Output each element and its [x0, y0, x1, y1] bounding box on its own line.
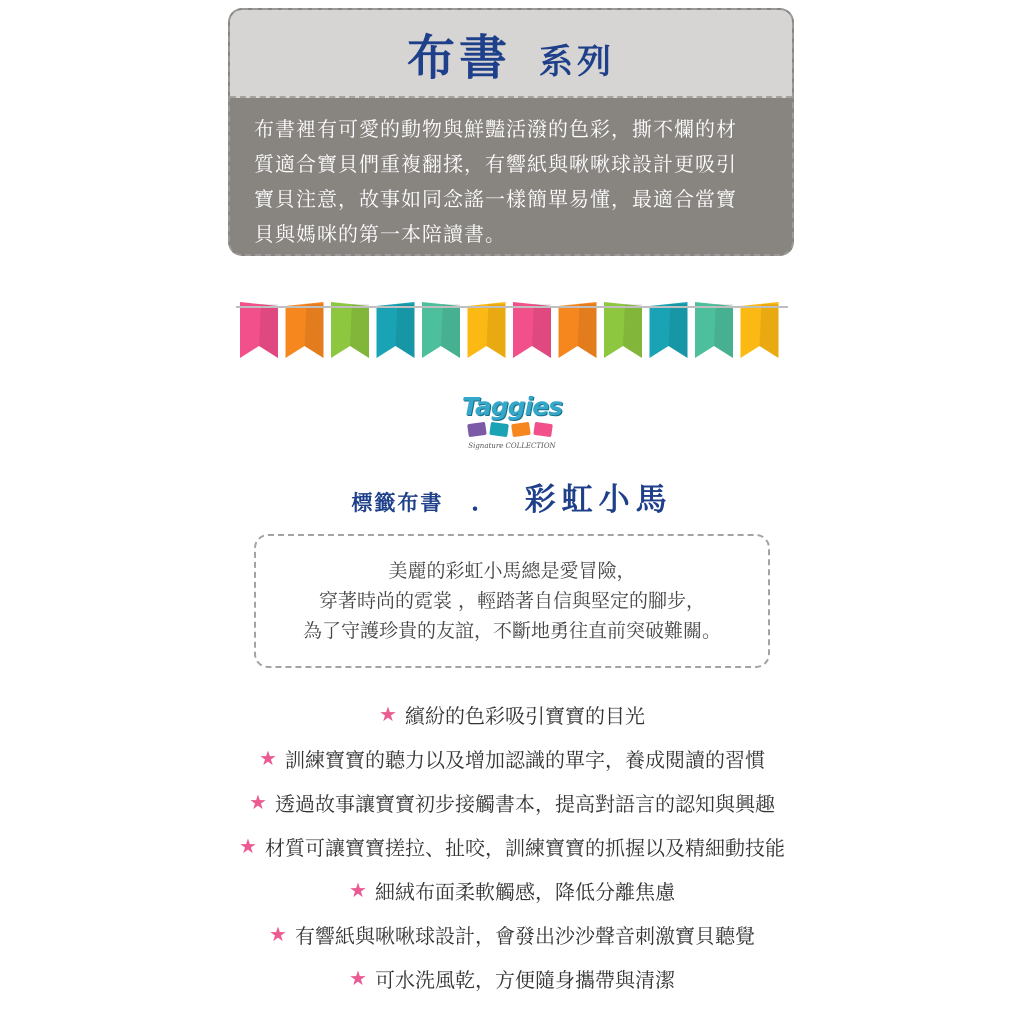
- feature-item: [0, 780, 1024, 824]
- feature-item: [0, 736, 1024, 780]
- star-icon: ★: [269, 922, 287, 946]
- logo-tag-shape: [511, 422, 531, 437]
- flag-bunting-decoration: [236, 296, 788, 368]
- product-label: 標籤布書: [351, 491, 444, 515]
- bunting-string: [236, 306, 788, 308]
- feature-text: 透過故事讓寶寶初步接觸書本，提高對語言的認知與興趣: [274, 791, 775, 816]
- feature-text: 有響紙與啾啾球設計，會發出沙沙聲音刺激寶貝聽覺: [294, 923, 755, 948]
- story-line: 為了守護珍貴的友誼，不斷地勇往直前突破難關。: [302, 620, 721, 642]
- bunting-flag-shade: [669, 304, 688, 358]
- logo-tag-shape: [467, 422, 487, 437]
- series-description: [230, 98, 792, 252]
- product-separator: ．: [470, 487, 497, 517]
- description-line: 布書裡有可愛的動物與鮮豔活潑的色彩，撕不爛的材: [254, 117, 737, 141]
- bunting-flag-shade: [623, 304, 642, 358]
- logo-tag-shape: [489, 422, 509, 437]
- logo-tags-icon: [464, 420, 560, 440]
- story-line: 穿著時尚的霓裳 ，輕踏著自信與堅定的腳步，: [318, 590, 706, 612]
- bunting-flag-shade: [487, 304, 506, 358]
- feature-text: 訓練寶寶的聽力以及增加認識的單字，養成閱讀的習慣: [284, 747, 765, 772]
- feature-item: [0, 956, 1024, 1000]
- bunting-flag-shade: [259, 304, 278, 358]
- series-subtitle: 系列: [539, 41, 615, 82]
- star-icon: ★: [239, 834, 257, 858]
- series-intro-card: [228, 8, 794, 256]
- feature-item: [0, 912, 1024, 956]
- product-name: 彩虹小馬: [524, 482, 673, 518]
- bunting-flag-shade: [714, 304, 733, 358]
- logo-brand-text: Taggies: [461, 392, 563, 421]
- feature-text: 可水洗風乾，方便隨身攜帶與清潔: [374, 967, 675, 992]
- star-icon: ★: [379, 702, 397, 726]
- bunting-flag-shade: [441, 304, 460, 358]
- star-icon: ★: [349, 966, 367, 990]
- bunting-flag-shade: [350, 304, 369, 358]
- product-title: [0, 474, 1024, 519]
- star-icon: ★: [259, 746, 277, 770]
- description-line: 寶貝注意，故事如同念謠一樣簡單易懂，最適合當寶: [254, 187, 737, 211]
- description-line: 質適合寶貝們重複翻揉，有響紙與啾啾球設計更吸引: [254, 152, 737, 176]
- series-title: 布書: [406, 29, 511, 86]
- feature-list: [0, 692, 1024, 1000]
- feature-text: 材質可讓寶寶搓拉、扯咬，訓練寶寶的抓握以及精細動技能: [264, 835, 785, 860]
- star-icon: ★: [249, 790, 267, 814]
- feature-item: [0, 868, 1024, 912]
- series-heading: [230, 10, 792, 98]
- star-icon: ★: [349, 878, 367, 902]
- logo-tagline: Signature COLLECTION: [468, 442, 556, 450]
- bunting-flag-shade: [760, 304, 779, 358]
- feature-text: 繽紛的色彩吸引寶寶的目光: [404, 703, 645, 728]
- bunting-flag-shade: [532, 304, 551, 358]
- bunting-flag-shade: [305, 304, 324, 358]
- taggies-logo: [458, 392, 566, 458]
- logo-tag-shape: [533, 422, 553, 437]
- bunting-flag-shade: [578, 304, 597, 358]
- story-box: [254, 534, 770, 668]
- bunting-flag-shade: [396, 304, 415, 358]
- feature-item: [0, 692, 1024, 736]
- feature-item: [0, 824, 1024, 868]
- description-line: 貝與媽咪的第一本陪讀書。: [254, 222, 506, 246]
- feature-text: 細絨布面柔軟觸感，降低分離焦慮: [374, 879, 675, 904]
- story-line: 美麗的彩虹小馬總是愛冒險，: [388, 560, 636, 582]
